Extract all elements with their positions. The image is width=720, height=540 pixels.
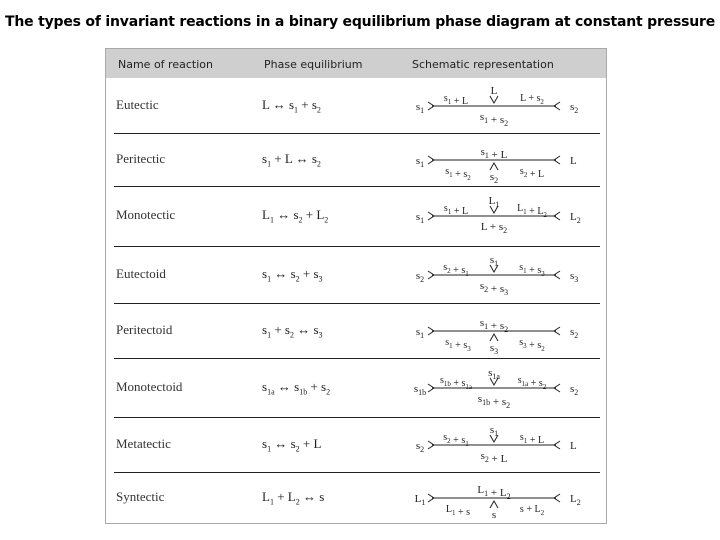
left-phase-label: $L_1$: [414, 493, 426, 507]
right-phase-label: L: [570, 155, 577, 167]
phase-equilibrium: $s_1$ ↔ $s_2 + L$: [262, 436, 322, 454]
left-chevron-icon: [428, 212, 434, 220]
left-phase-label: $s_1$: [415, 101, 425, 115]
apex-phase-label: $s_1$: [489, 254, 499, 268]
reaction-name: Peritectic: [116, 151, 166, 166]
header-name: Name of reaction: [118, 58, 213, 71]
table-row: [114, 186, 600, 247]
schematic-diagram: [408, 472, 598, 524]
phase-equilibrium: $s_{1a}$ ↔ $s_{1b} + s_2$: [262, 379, 331, 397]
schematic-diagram: [408, 303, 598, 358]
apex-phase-label: s: [491, 509, 497, 521]
upper-phase-label: $s_1 + L$: [480, 146, 508, 161]
apex-up-chevron-icon: [490, 334, 498, 341]
reaction-name: Metatectic: [116, 436, 171, 451]
reaction-name: Eutectoid: [116, 266, 166, 281]
schematic-diagram: [408, 79, 598, 133]
schematic-diagram: [408, 133, 598, 186]
lower-phase-label: $s_2 + s_3$: [479, 280, 509, 297]
phase-equilibrium: $s_1 + s_2$ ↔ $s_3$: [262, 322, 323, 340]
upper-phase-label: $L_1 + L_2$: [477, 484, 511, 501]
table-row: [114, 472, 600, 524]
upper-left-label: $s_2 + s_1$: [443, 262, 469, 278]
header-schematic: Schematic representation: [412, 58, 554, 71]
schematic-diagram: [408, 417, 598, 472]
left-phase-label: $s_1$: [415, 326, 425, 340]
left-phase-label: $s_{1b}$: [413, 383, 427, 397]
reaction-name: Peritectoid: [116, 322, 173, 337]
left-phase-label: $s_2$: [415, 440, 425, 454]
phase-equilibrium: $L_1$ ↔ $s_2 + L_2$: [262, 207, 329, 225]
left-phase-label: $s_1$: [415, 155, 425, 169]
reaction-name: Eutectic: [116, 97, 159, 112]
phase-equilibrium: $L_1 + L_2$ ↔ s: [262, 489, 325, 507]
table-row: [114, 358, 600, 418]
table-row: [114, 133, 600, 187]
schematic-diagram: [408, 186, 598, 246]
left-chevron-icon: [428, 494, 434, 502]
apex-phase-label: $L_1$: [488, 195, 500, 209]
apex-phase-label: $s_{1a}$: [488, 367, 500, 381]
right-chevron-icon: [554, 102, 560, 110]
table-header: [106, 49, 606, 78]
right-chevron-icon: [554, 384, 560, 392]
apex-up-chevron-icon: [490, 501, 498, 508]
right-phase-label: $L_2$: [570, 211, 581, 225]
lower-left-label: $L_1 + s$: [445, 504, 471, 518]
phase-equilibrium: $s_1$ ↔ $s_2 + s_3$: [262, 266, 323, 284]
left-chevron-icon: [428, 156, 434, 164]
apex-down-chevron-icon: [490, 96, 498, 103]
table-row: [114, 246, 600, 304]
left-chevron-icon: [428, 441, 434, 449]
lower-right-label: $s_2 + L$: [519, 166, 545, 180]
right-chevron-icon: [554, 271, 560, 279]
upper-left-label: $s_1 + L$: [443, 93, 469, 107]
right-chevron-icon: [554, 327, 560, 335]
phase-equilibrium: L ↔ $s_1 + s_2$: [262, 97, 321, 115]
lower-right-label: $s_3 + s_2$: [519, 337, 545, 353]
upper-phase-label: $s_1 + s_2$: [479, 317, 509, 334]
left-phase-label: $s_2$: [415, 270, 425, 284]
lower-right-label: $s + L_2$: [519, 504, 545, 517]
schematic-diagram: [408, 358, 598, 417]
upper-left-label: $s_{1b} + s_{1a}$: [439, 375, 473, 391]
lower-left-label: $s_1 + s_3$: [445, 337, 471, 353]
right-phase-label: $s_2$: [570, 101, 579, 115]
right-chevron-icon: [554, 494, 560, 502]
upper-left-label: $s_1 + L$: [443, 203, 469, 217]
lower-phase-label: $s_{1b} + s_2$: [477, 393, 511, 410]
apex-up-chevron-icon: [490, 163, 498, 170]
reaction-name: Syntectic: [116, 489, 165, 504]
header-equilibrium: Phase equilibrium: [264, 58, 363, 71]
lower-phase-label: $s_1 + s_2$: [479, 111, 509, 128]
lower-phase-label: $L + s_2$: [480, 221, 508, 235]
slide-title: The types of invariant reactions in a binary equilibrium phase diagram at constant pressure: [5, 14, 715, 30]
reaction-table: [105, 48, 607, 524]
schematic-diagram: [408, 246, 598, 303]
apex-phase-label: L: [490, 85, 498, 97]
upper-right-label: $s_1 + L$: [519, 432, 545, 446]
table-row: [114, 417, 600, 473]
right-phase-label: $s_2$: [570, 383, 579, 397]
left-chevron-icon: [428, 384, 434, 392]
left-chevron-icon: [428, 102, 434, 110]
table-row: [114, 303, 600, 359]
reaction-name: Monotectic: [116, 207, 176, 222]
right-phase-label: L: [570, 440, 577, 452]
upper-right-label: $s_1 + s_3$: [519, 262, 545, 278]
upper-right-label: $s_{1a} + s_2$: [517, 375, 547, 391]
lower-phase-label: $s_2 + L$: [480, 450, 508, 465]
reaction-name: Monotectoid: [116, 379, 183, 394]
upper-right-label: $L_1 + L_2$: [517, 203, 547, 219]
right-chevron-icon: [554, 212, 560, 220]
right-phase-label: $s_3$: [570, 270, 579, 284]
left-chevron-icon: [428, 271, 434, 279]
apex-phase-label: $s_1$: [489, 424, 499, 438]
left-phase-label: $s_1$: [415, 211, 425, 225]
table-row: [114, 79, 600, 134]
right-chevron-icon: [554, 156, 560, 164]
lower-left-label: $s_1 + s_2$: [445, 166, 471, 182]
upper-left-label: $s_2 + s_1$: [443, 432, 469, 448]
upper-right-label: $L + s_2$: [520, 93, 544, 106]
right-chevron-icon: [554, 441, 560, 449]
right-phase-label: $s_2$: [570, 326, 579, 340]
apex-phase-label: $s_3$: [489, 342, 499, 356]
right-phase-label: $L_2$: [570, 493, 581, 507]
left-chevron-icon: [428, 327, 434, 335]
phase-equilibrium: $s_1 + L$ ↔ $s_2$: [262, 151, 321, 169]
apex-phase-label: $s_2$: [489, 171, 499, 185]
